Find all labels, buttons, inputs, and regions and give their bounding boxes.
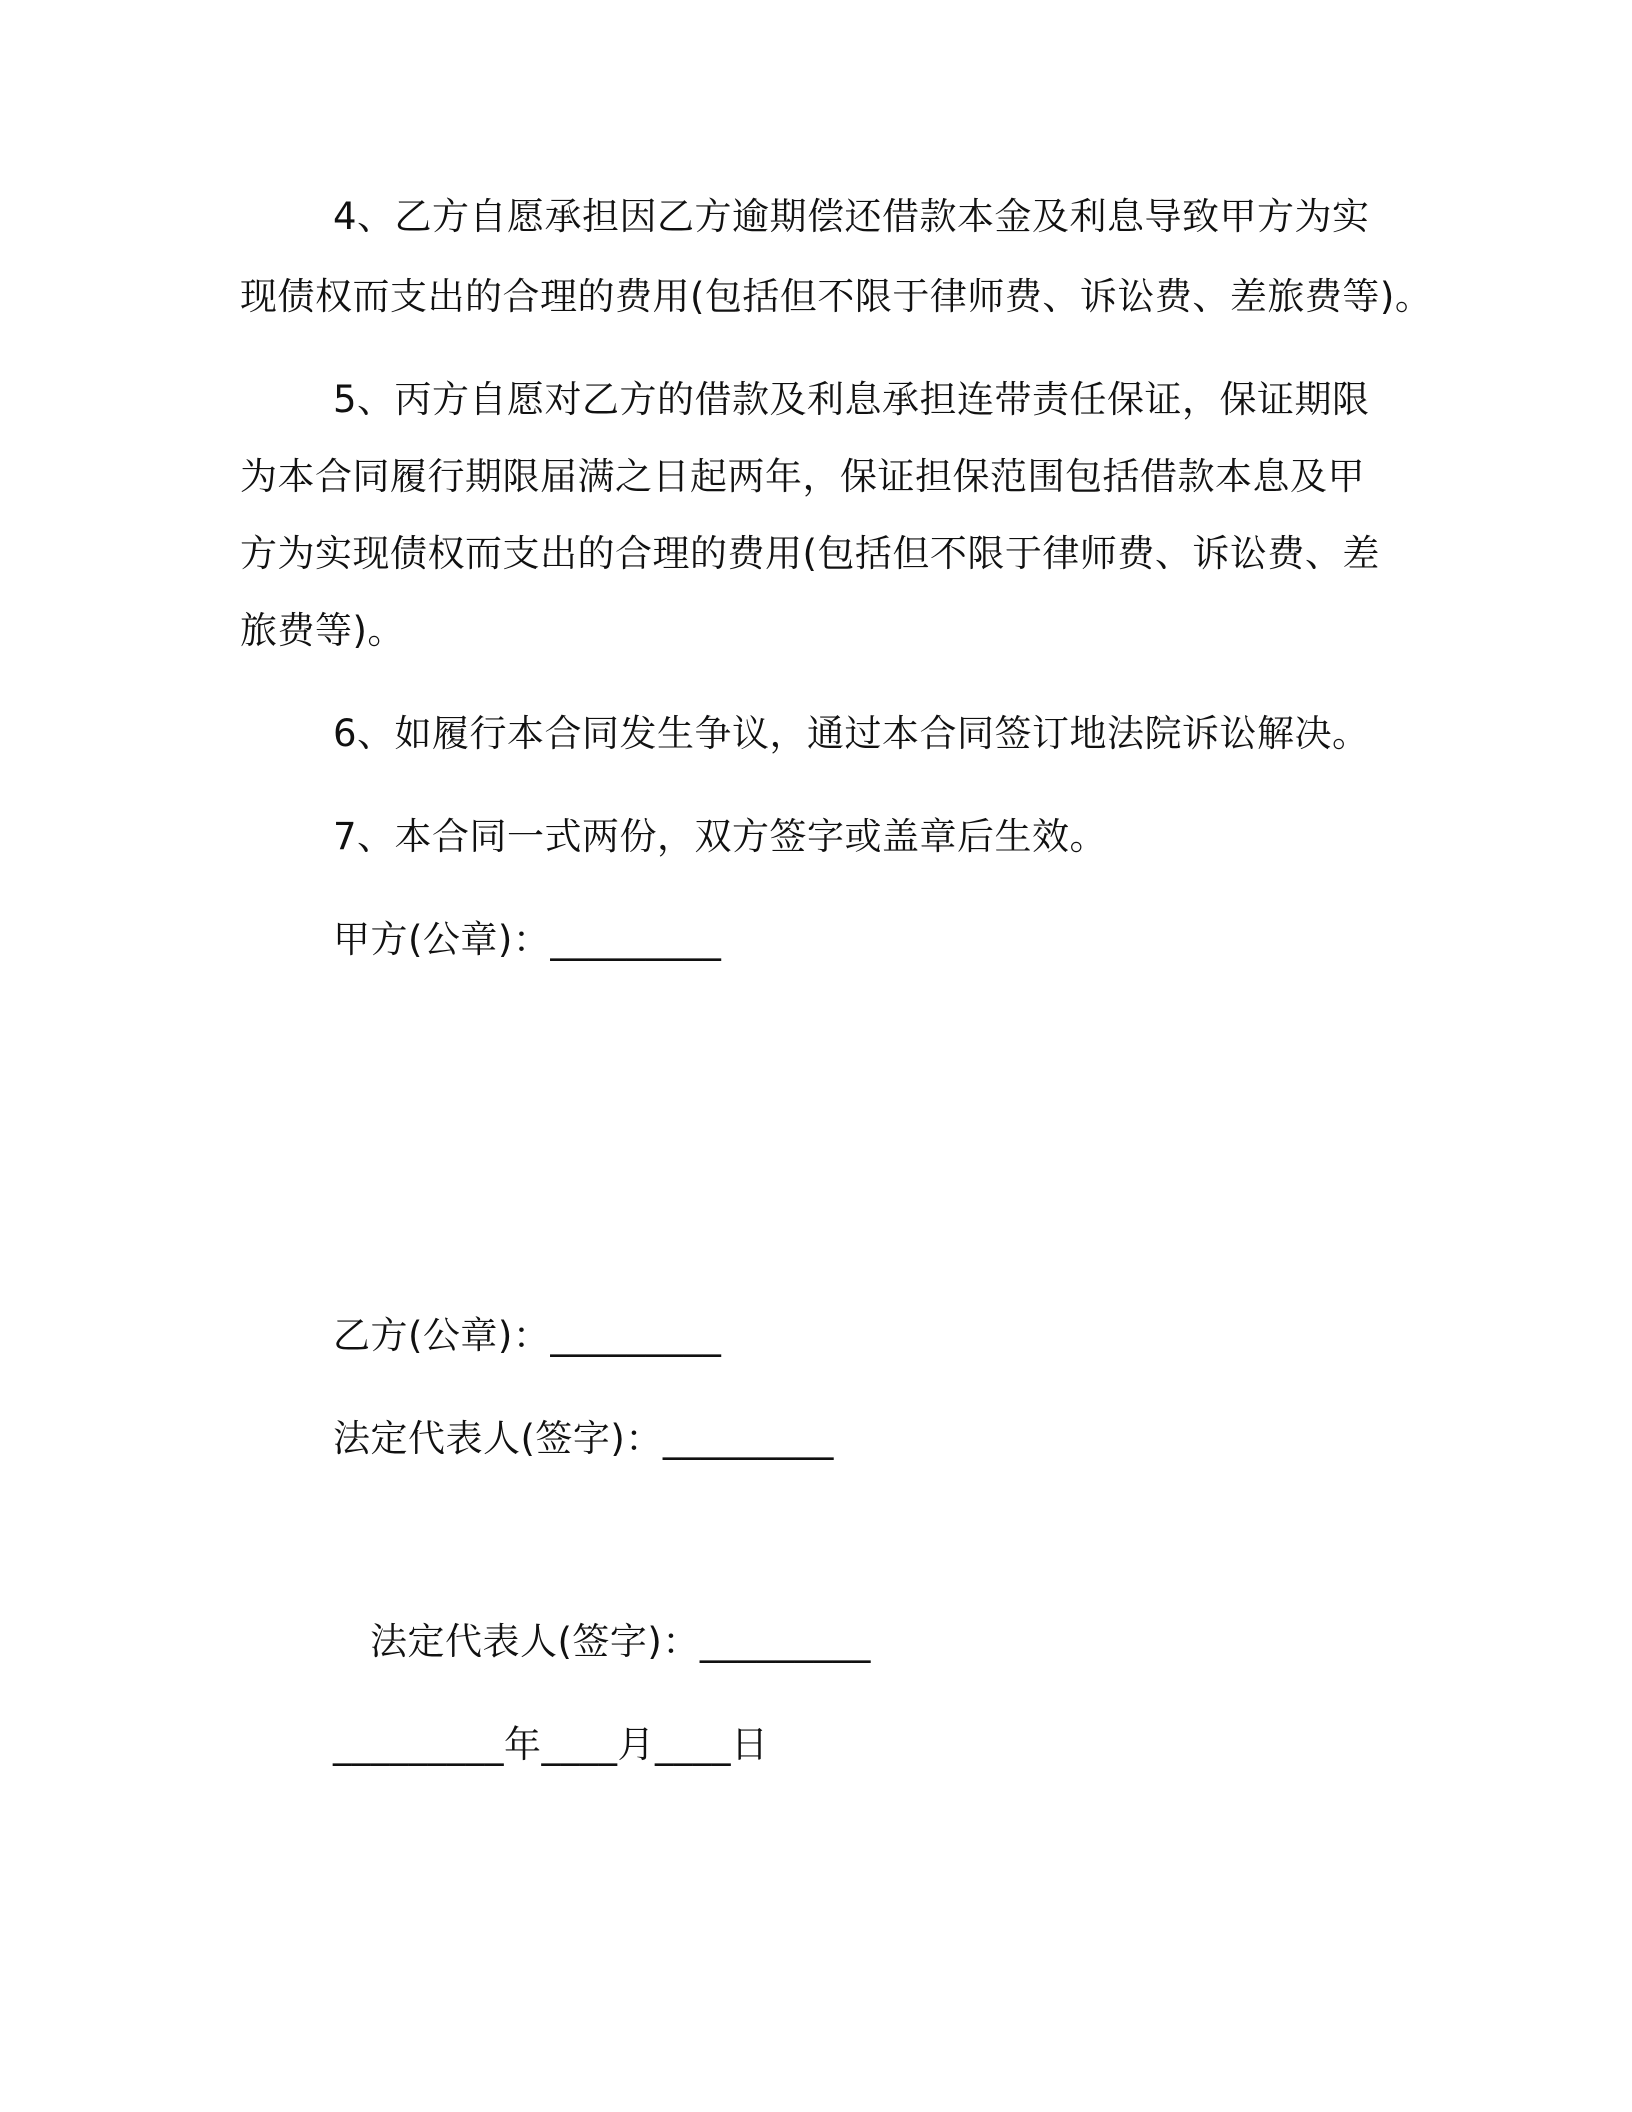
clause-5-line-1: 5、丙方自愿对乙方的借款及利息承担连带责任保证，保证期限 — [333, 378, 1370, 421]
clause-5-line-4: 旅费等)。 — [240, 609, 405, 652]
party-b-seal-line: 乙方(公章)：_________ — [333, 1314, 722, 1357]
signing-date-line: _________年____月____日 — [333, 1723, 769, 1766]
legal-representative-signature-line: 法定代表人(签字)：_________ — [333, 1417, 834, 1460]
party-a-seal-line: 甲方(公章)：_________ — [333, 918, 722, 961]
legal-representative-signature-line-2: 法定代表人(签字)：_________ — [370, 1620, 871, 1663]
clause-6: 6、如履行本合同发生争议，通过本合同签订地法院诉讼解决。 — [333, 712, 1370, 755]
clause-5-line-2: 为本合同履行期限届满之日起两年，保证担保范围包括借款本息及甲 — [240, 455, 1365, 498]
clause-4-line-1: 4、乙方自愿承担因乙方逾期偿还借款本金及利息导致甲方为实 — [333, 195, 1370, 238]
clause-7: 7、本合同一式两份，双方签字或盖章后生效。 — [333, 815, 1108, 858]
clause-4-line-2: 现债权而支出的合理的费用(包括但不限于律师费、诉讼费、差旅费等)。 — [240, 275, 1433, 318]
clause-5-line-3: 方为实现债权而支出的合理的费用(包括但不限于律师费、诉讼费、差 — [240, 532, 1380, 575]
